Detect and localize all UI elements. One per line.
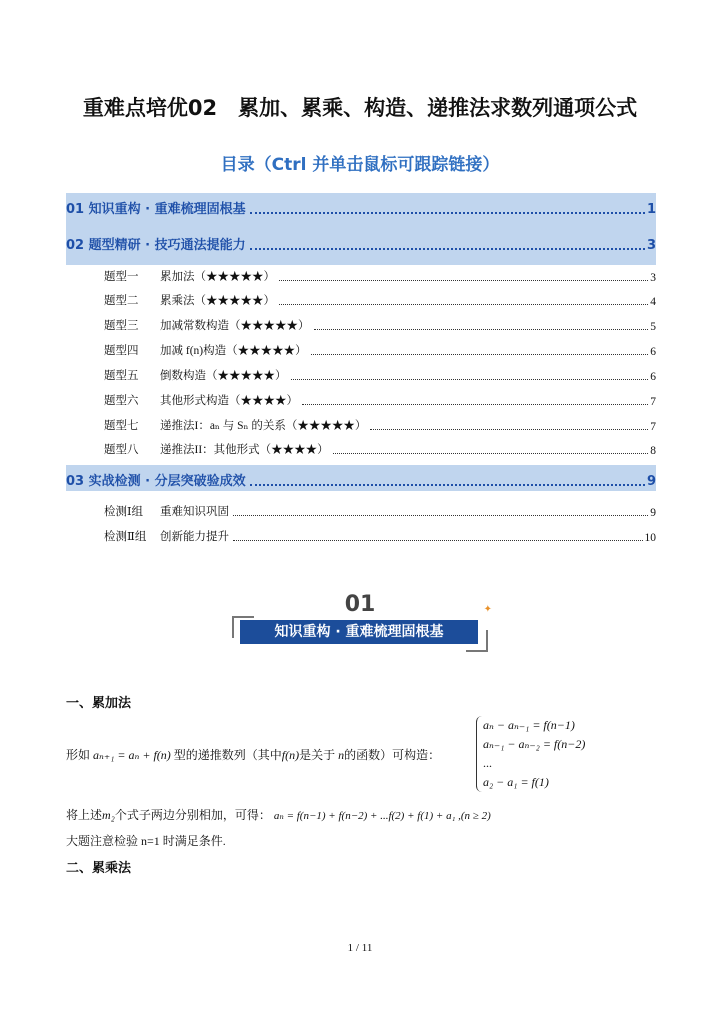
text: 将上述	[66, 808, 103, 822]
equation-system	[476, 716, 585, 792]
dot-leader	[370, 429, 648, 430]
toc-item-key: 题型六	[104, 395, 139, 407]
toc-page: 3	[650, 272, 656, 284]
paragraph: 大题注意检验 n=1 时满足条件.	[66, 834, 226, 848]
formula: n	[338, 748, 345, 762]
banner-number: 01	[344, 592, 376, 617]
toc-page: 10	[644, 532, 656, 544]
banner-label: 知识重构 · 重难梳理固根基	[240, 620, 478, 644]
toc-item[interactable]	[104, 342, 656, 358]
toc-item-label: 创新能力提升	[160, 531, 229, 543]
toc-page: 3	[646, 238, 656, 253]
toc-page: 9	[646, 474, 656, 489]
toc-page: 4	[650, 296, 656, 308]
toc-item[interactable]	[104, 292, 656, 308]
dot-leader	[233, 540, 643, 541]
toc-item-label: 递推法I：aₙ 与 Sₙ 的关系（★★★★★）	[160, 420, 367, 432]
dot-leader	[314, 329, 649, 330]
formula: f(n)	[281, 748, 300, 762]
toc-item-key: 题型五	[104, 370, 139, 382]
dot-leader	[302, 404, 648, 405]
formula: aₙ₊₁ = aₙ + f(n)	[93, 748, 171, 762]
paragraph	[66, 746, 440, 763]
formula: m₂	[102, 808, 115, 822]
equation: ...	[483, 756, 492, 770]
toc-item-label: 加减 f(n)构造（★★★★★）	[160, 345, 307, 357]
toc-link-01[interactable]	[66, 198, 656, 217]
section-heading: 一、累加法	[66, 696, 132, 711]
sparkle-icon: ✦	[483, 604, 492, 615]
toc-item-key: 题型三	[104, 320, 139, 332]
page-number: 1 / 11	[347, 942, 373, 954]
toc-label: 02 题型精研 · 技巧通法提能力	[66, 238, 246, 253]
formula: aₙ = f(n−1) + f(n−2) + ...f(2) + f(1) + a₁ ,(n ≥ 2)	[273, 810, 491, 822]
toc-item-label: 递推法II：其他形式（★★★★）	[160, 444, 329, 456]
toc-item[interactable]	[104, 268, 656, 284]
equation: aₙ − aₙ₋₁ = f(n−1)	[483, 718, 575, 732]
toc-item[interactable]	[104, 441, 656, 457]
toc-page: 8	[650, 445, 656, 457]
dot-leader	[333, 453, 649, 454]
text: 个式子两边分别相加，可得：	[114, 808, 271, 822]
toc-page: 9	[650, 507, 656, 519]
toc-item[interactable]	[104, 367, 656, 383]
toc-item[interactable]	[104, 392, 656, 408]
dot-leader	[279, 304, 648, 305]
dot-leader	[250, 212, 645, 214]
toc-title: 目录（Ctrl 并单击鼠标可跟踪链接）	[220, 155, 500, 175]
text: 型的递推数列（其中	[173, 748, 282, 762]
toc-item-label: 累乘法（★★★★★）	[160, 295, 275, 307]
toc-item-key: 检测Ⅱ组	[104, 531, 147, 543]
toc-item-label: 倒数构造（★★★★★）	[160, 370, 287, 382]
equation: a₂ − a₁ = f(1)	[483, 775, 549, 789]
toc-item-key: 题型二	[104, 295, 139, 307]
paragraph	[66, 806, 491, 823]
toc-link-02[interactable]	[66, 234, 656, 253]
toc-page: 6	[650, 371, 656, 383]
dot-leader	[250, 484, 645, 486]
toc-item-key: 题型八	[104, 444, 139, 456]
equation: aₙ₋₁ − aₙ₋₂ = f(n−2)	[483, 737, 586, 751]
toc-item-label: 重难知识巩固	[160, 506, 229, 518]
toc-item[interactable]	[104, 317, 656, 333]
toc-page: 7	[650, 396, 656, 408]
toc-item-label: 其他形式构造（★★★★）	[160, 395, 298, 407]
toc-item-key: 题型一	[104, 271, 139, 283]
toc-item-label: 加减常数构造（★★★★★）	[160, 320, 310, 332]
toc-item-key: 检测Ⅰ组	[104, 506, 144, 518]
dot-leader	[279, 280, 648, 281]
toc-label: 03 实战检测 · 分层突破验成效	[66, 474, 246, 489]
toc-page: 1	[646, 202, 656, 217]
toc-item-key: 题型七	[104, 420, 139, 432]
document-title: 重难点培优02 累加、累乘、构造、递推法求数列通项公式	[82, 96, 638, 120]
toc-item[interactable]	[104, 528, 656, 544]
dot-leader	[291, 379, 649, 380]
toc-item-key: 题型四	[104, 345, 139, 357]
toc-item[interactable]	[104, 503, 656, 519]
toc-item[interactable]	[104, 417, 656, 433]
toc-link-03[interactable]	[66, 470, 656, 489]
toc-label: 01 知识重构 · 重难梳理固根基	[66, 202, 246, 217]
dot-leader	[250, 248, 645, 250]
toc-page: 5	[650, 321, 656, 333]
text: 的函数）可构造：	[344, 748, 441, 762]
dot-leader	[233, 515, 648, 516]
text: 形如	[66, 748, 91, 762]
toc-page: 6	[650, 346, 656, 358]
dot-leader	[311, 354, 649, 355]
text: 是关于	[299, 748, 336, 762]
section-heading: 二、累乘法	[66, 861, 132, 876]
section-banner	[232, 592, 492, 652]
toc-item-label: 累加法（★★★★★）	[160, 271, 275, 283]
toc-page: 7	[650, 421, 656, 433]
